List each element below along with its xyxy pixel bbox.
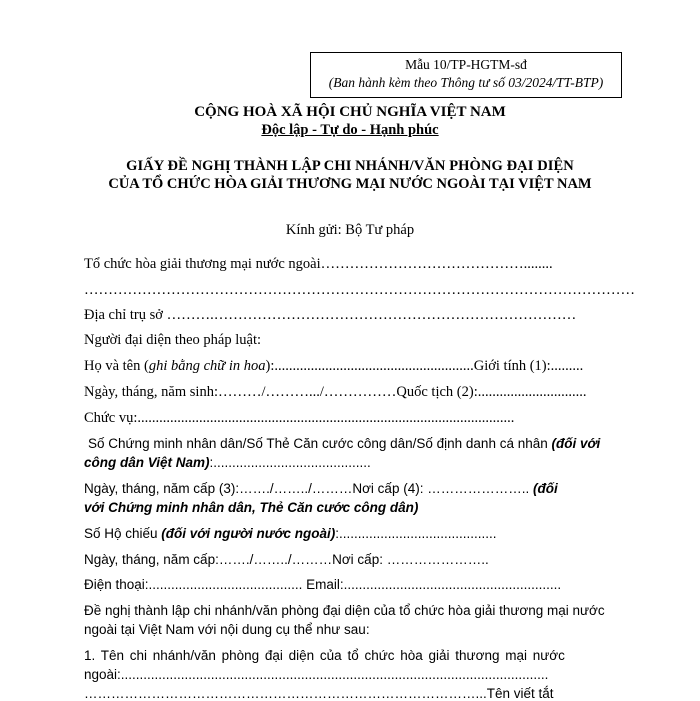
passport-issue-field: Ngày, tháng, năm cấp:……./……../………Nơi cấp: ………………….. xyxy=(84,552,489,567)
item1-cont: ngoài:.................................................................................................................. xyxy=(84,667,549,682)
recipient: Kính gửi: Bộ Tư pháp xyxy=(285,222,415,238)
org-name-field: Tổ chức hòa giải thương mại nước ngoài……………………………………........ xyxy=(84,256,553,272)
form-code: Mẫu 10/TP-HGTM-sđ xyxy=(405,57,527,72)
country-header: CỘNG HOÀ XÃ HỘI CHỦ NGHĨA VIỆT NAM xyxy=(194,104,506,120)
passport-field: Số Hộ chiếu (đối với người nước ngoài):.......................................... xyxy=(84,526,497,541)
dob-field: Ngày, tháng, năm sinh:………/……….../……………Quốc tịch (2):.............................. xyxy=(84,384,587,400)
request-text-cont: ngoài tại Việt Nam với nội dung cụ thể như sau: xyxy=(84,622,370,637)
issue-date-note: với Chứng minh nhân dân, Thẻ Căn cước công dân) xyxy=(84,500,419,515)
id-number-field-cont: công dân Việt Nam):.......................................... xyxy=(84,455,371,470)
phone-email-field: Điện thoại:......................................... Email:.......................................................... xyxy=(84,577,562,592)
request-text: Đề nghị thành lập chi nhánh/văn phòng đại diện của tổ chức hòa giải thương mại nước xyxy=(84,603,605,618)
title-line2: CỦA TỔ CHỨC HÒA GIẢI THƯƠNG MẠI NƯỚC NGOÀI TẠI VIỆT NAM xyxy=(108,176,592,192)
org-name-continuation: …………………………………………………………………………………………………… xyxy=(84,282,635,298)
item1-text: 1. Tên chi nhánh/văn phòng đại diện của tổ chức hòa giải thương mại nước xyxy=(84,648,565,663)
full-name-field: Họ và tên (ghi bằng chữ in hoa):.......................................................Giới tính (1):......... xyxy=(84,358,584,374)
form-code-box xyxy=(310,52,622,98)
id-note: (đối với xyxy=(551,436,601,451)
full-name-note: ghi bằng chữ in hoa xyxy=(148,358,266,374)
item1-cont2: ……………………………………………………………………………...Tên viết tắt xyxy=(84,686,554,701)
issue-date-field: Ngày, tháng, năm cấp (3):……./……../………Nơi cấp (4): ………………….. (đối xyxy=(84,481,558,496)
position-field: Chức vụ:........................................................................................................ xyxy=(84,410,515,426)
id-number-field: Số Chứng minh nhân dân/Số Thẻ Căn cước công dân/Số định danh cá nhân (đối với xyxy=(88,436,601,451)
hq-address-field: Địa chỉ trụ sở ……….………………………………………………………………… xyxy=(84,307,577,323)
motto: Độc lập - Tự do - Hạnh phúc xyxy=(261,122,439,138)
legal-rep-label: Người đại diện theo pháp luật: xyxy=(84,332,262,348)
form-issued-note: (Ban hành kèm theo Thông tư số 03/2024/TT-BTP) xyxy=(328,75,604,90)
title-line1: GIẤY ĐỀ NGHỊ THÀNH LẬP CHI NHÁNH/VĂN PHÒNG ĐẠI DIỆN xyxy=(126,158,574,174)
